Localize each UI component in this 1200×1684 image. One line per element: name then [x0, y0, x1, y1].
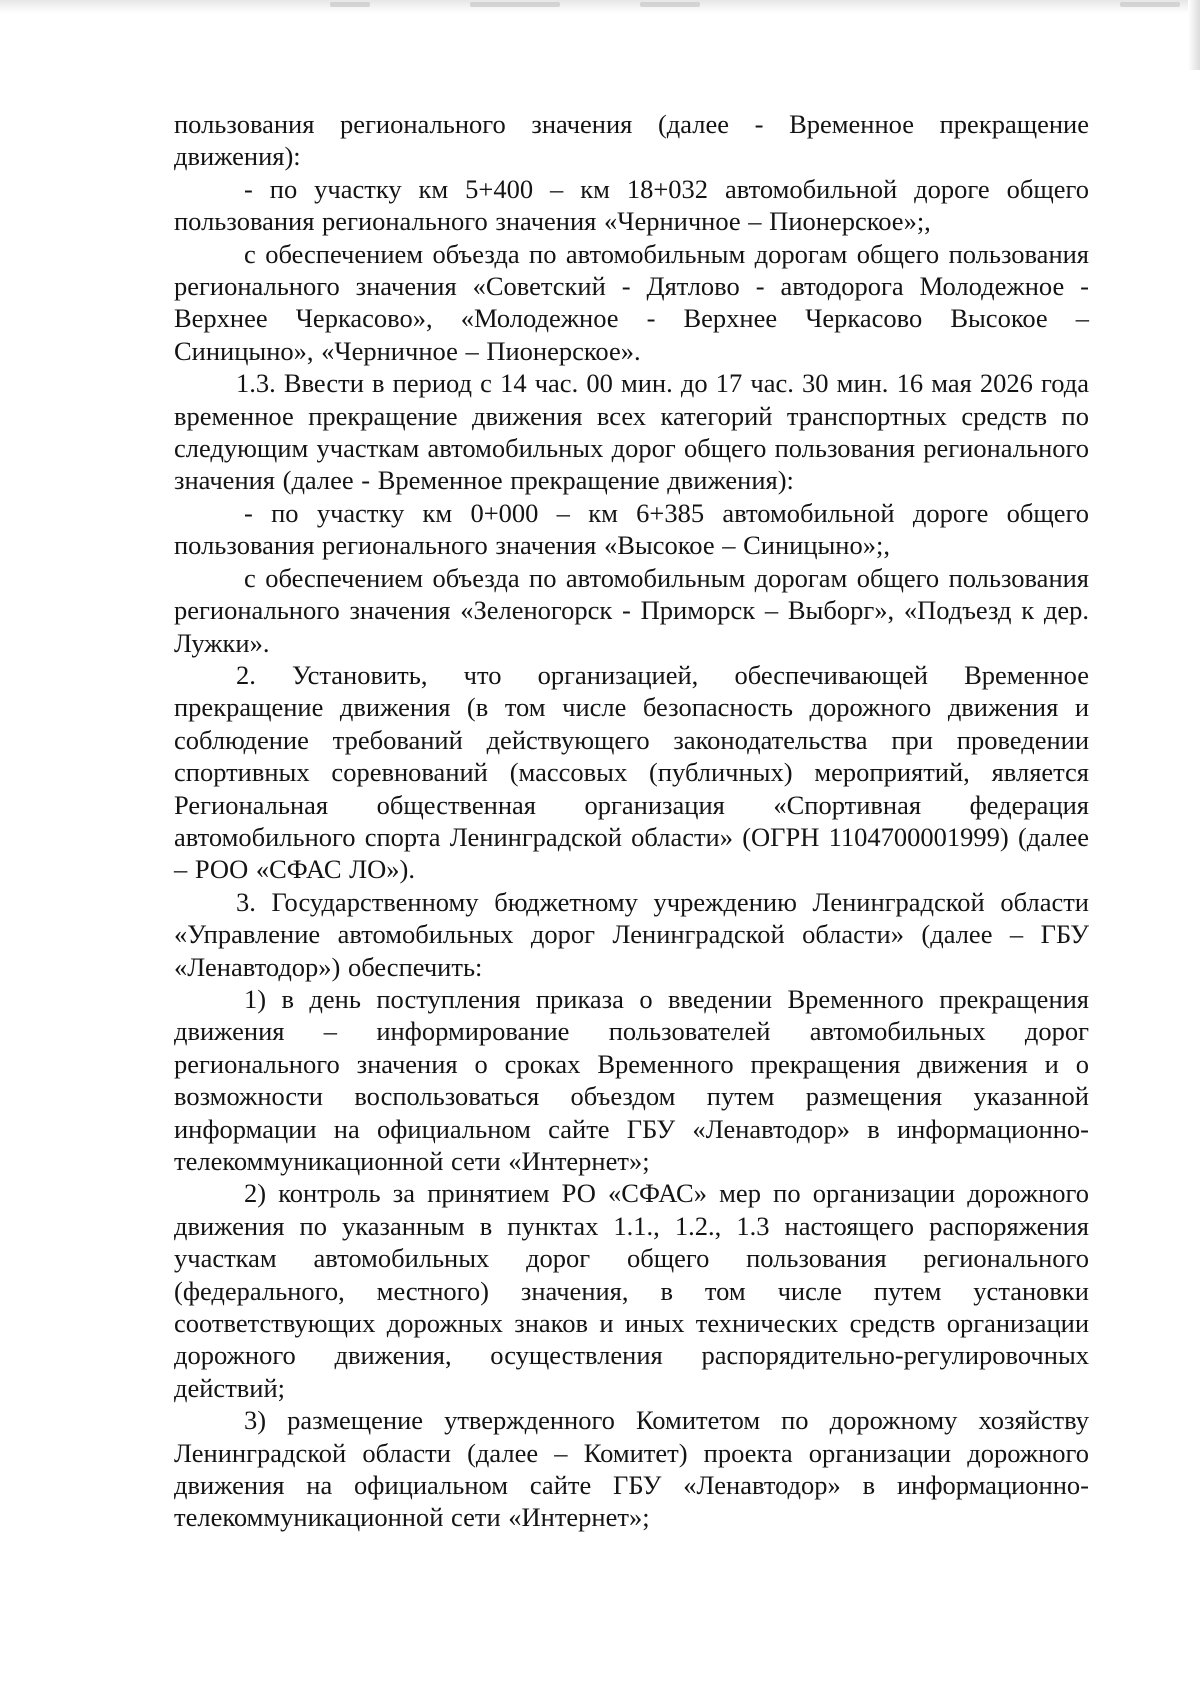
paragraph-section-3-item-1: 1) в день поступления приказа о введении Временного прекращения движения – информирование пользователей автомобильных дорог регионального значения о сроках Временного прекращения движения и о возможности воспользоваться объездом путем размещения указанной информации на официальном сайте ГБУ «Ленавтодор» в информационно-телекоммуникационной сети «Интернет»; — [174, 983, 1089, 1176]
paragraph-section-1-2-road: - по участку км 5+400 – км 18+032 автомобильной дороге общего пользования регионального значения «Черничное – Пионерское»;, — [174, 173, 1089, 237]
paragraph-section-1-3: 1.3. Ввести в период с 14 час. 00 мин. до 17 час. 30 мин. 16 мая 2026 года временное прекращение движения всех категорий транспортных средств по следующим участкам автомобильных дорог общего пользования регионального значения (далее - Временное прекращение движения): — [174, 368, 1089, 496]
paragraph-section-1-2-detour: с обеспечением объезда по автомобильным дорогам общего пользования регионального значения «Советский - Дятлово - автодорога Молодежное - Верхнее Черкасово», «Молодежное - Верхнее Черкасово Высокое – Синицыно», «Черничное – Пионерское». — [174, 238, 1089, 366]
paragraph-section-1-3-detour: с обеспечением объезда по автомобильным дорогам общего пользования регионального значения «Зеленогорск - Приморск – Выборг», «Подъезд к дер. Лужки». — [174, 562, 1089, 658]
scan-speck — [470, 2, 560, 7]
paragraph-section-1-3-road: - по участку км 0+000 – км 6+385 автомобильной дороге общего пользования регионального значения «Высокое – Синицыно»;, — [174, 497, 1089, 561]
paragraph-section-3-item-2: 2) контроль за принятием РО «СФАС» мер по организации дорожного движения по указанным в пунктах 1.1., 1.2., 1.3 настоящего распоряжения участкам автомобильных дорог общего пользования регионального (федерального, местного) значения, в том числе путем установки соответствующих дорожных знаков и иных технических средств организации дорожного движения, осуществления распорядительно-регулировочных действий; — [174, 1178, 1089, 1403]
paragraph-section-3: 3. Государственному бюджетному учреждению Ленинградской области «Управление автомобильных дорог Ленинградской области» (далее – ГБУ «Ленавтодор») обеспечить: — [174, 886, 1089, 982]
scan-top-edge — [0, 0, 1200, 14]
document-body — [174, 108, 1089, 1534]
scan-right-edge — [1188, 0, 1200, 70]
scan-speck — [330, 2, 370, 7]
paragraph-continuation: пользования регионального значения (далее - Временное прекращение движения): — [174, 109, 1089, 172]
paragraph-section-2: 2. Установить, что организацией, обеспечивающей Временное прекращение движения (в том числе безопасность дорожного движения и соблюдение требований действующего законодательства при проведении спортивных соревнований (массовых (публичных) мероприятий, является Региональная общественная организация «Спортивная федерация автомобильного спорта Ленинградской области» (ОГРН 1104700001999) (далее – РОО «СФАС ЛО»). — [174, 659, 1089, 885]
paragraph-section-3-item-3: 3) размещение утвержденного Комитетом по дорожному хозяйству Ленинградской области (далее – Комитет) проекта организации дорожного движения на официальном сайте ГБУ «Ленавтодор» в информационно-телекоммуникационной сети «Интернет»; — [174, 1405, 1089, 1533]
scan-speck — [1120, 2, 1180, 7]
scan-speck — [640, 2, 700, 7]
